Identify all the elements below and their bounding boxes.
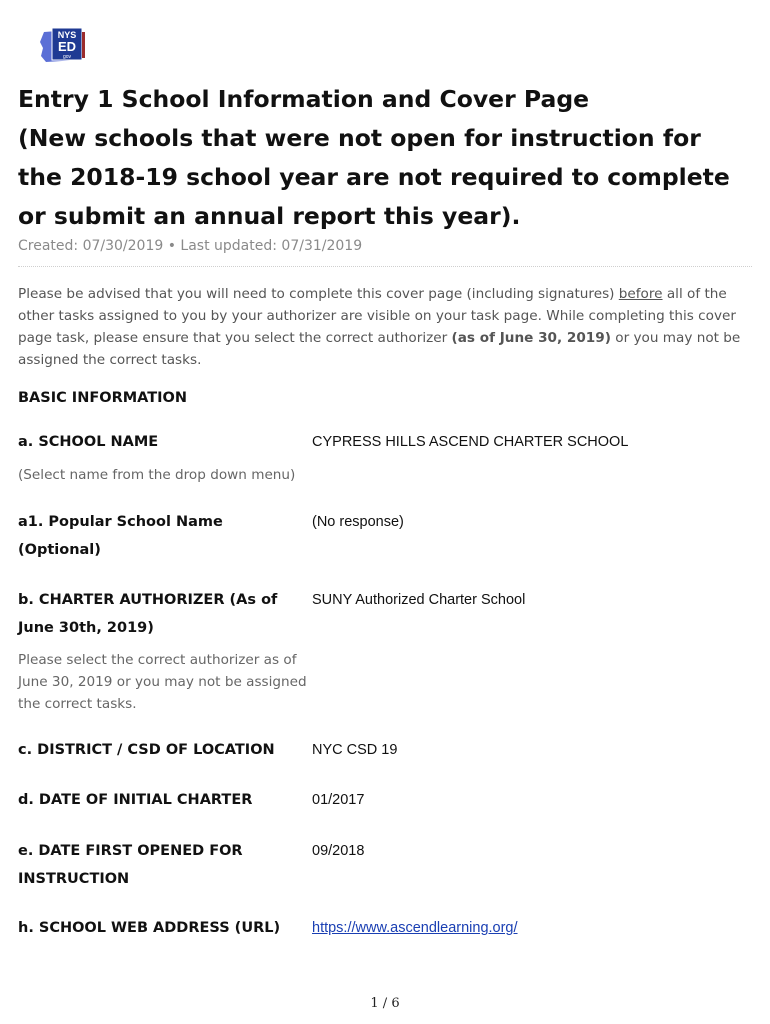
logo-ed: ED bbox=[57, 39, 77, 54]
web-address-label: h. SCHOOL WEB ADDRESS (URL) bbox=[18, 920, 281, 936]
school-name-help: (Select name from the drop down menu) bbox=[18, 467, 296, 483]
intro-bold: (as of June 30, 2019) bbox=[451, 330, 611, 346]
authorizer-help: Please select the correct authorizer as of June 30, 2019 or you may not be assigned the correct tasks. bbox=[18, 652, 307, 712]
district-label: c. DISTRICT / CSD OF LOCATION bbox=[18, 742, 275, 758]
intro-text: Please be advised that you will need to complete this cover page (including signatures) bbox=[18, 286, 619, 302]
initial-charter-label: d. DATE OF INITIAL CHARTER bbox=[18, 792, 253, 808]
intro-text: or you may not be assigned the correct tasks. bbox=[18, 330, 741, 368]
authorizer-value: SUNY Authorized Charter School bbox=[312, 592, 526, 608]
school-name-value: CYPRESS HILLS ASCEND CHARTER SCHOOL bbox=[312, 434, 629, 450]
logo-gov: gov bbox=[62, 54, 72, 60]
district-value: NYC CSD 19 bbox=[312, 742, 398, 758]
intro-paragraph bbox=[18, 283, 756, 371]
school-name-label: a. SCHOOL NAME bbox=[18, 434, 159, 450]
title-line: Entry 1 School Information and Cover Page bbox=[18, 85, 590, 113]
first-opened-value: 09/2018 bbox=[312, 843, 365, 859]
popular-name-value: (No response) bbox=[312, 514, 404, 530]
page-title bbox=[18, 80, 758, 236]
intro-text: all of the other tasks assigned to you by your authorizer are visible on your task page. While completing this cover page task, please ensure that you select the correct authorizer bbox=[18, 286, 736, 346]
web-address-link[interactable]: https://www.ascendlearning.org/ bbox=[312, 920, 518, 936]
created-updated-meta: Created: 07/30/2019 • Last updated: 07/31/2019 bbox=[18, 238, 363, 254]
intro-underline: before bbox=[618, 286, 663, 302]
nysed-logo bbox=[38, 26, 88, 66]
title-line: the 2018-19 school year are not required to complete bbox=[18, 163, 730, 191]
divider bbox=[18, 266, 752, 267]
popular-name-label: a1. Popular School Name (Optional) bbox=[18, 514, 223, 558]
title-line: (New schools that were not open for instruction for bbox=[18, 124, 701, 152]
authorizer-label: b. CHARTER AUTHORIZER (As of June 30th, 2019) bbox=[18, 592, 278, 636]
logo-accent bbox=[82, 32, 85, 58]
logo-nys: NYS bbox=[57, 30, 77, 40]
first-opened-label: e. DATE FIRST OPENED FOR INSTRUCTION bbox=[18, 843, 243, 887]
initial-charter-value: 01/2017 bbox=[312, 792, 365, 808]
title-line: or submit an annual report this year). bbox=[18, 202, 521, 230]
section-heading-basic-information: BASIC INFORMATION bbox=[18, 390, 188, 406]
web-address-value bbox=[312, 918, 752, 938]
page-number: 1 / 6 bbox=[370, 996, 400, 1011]
